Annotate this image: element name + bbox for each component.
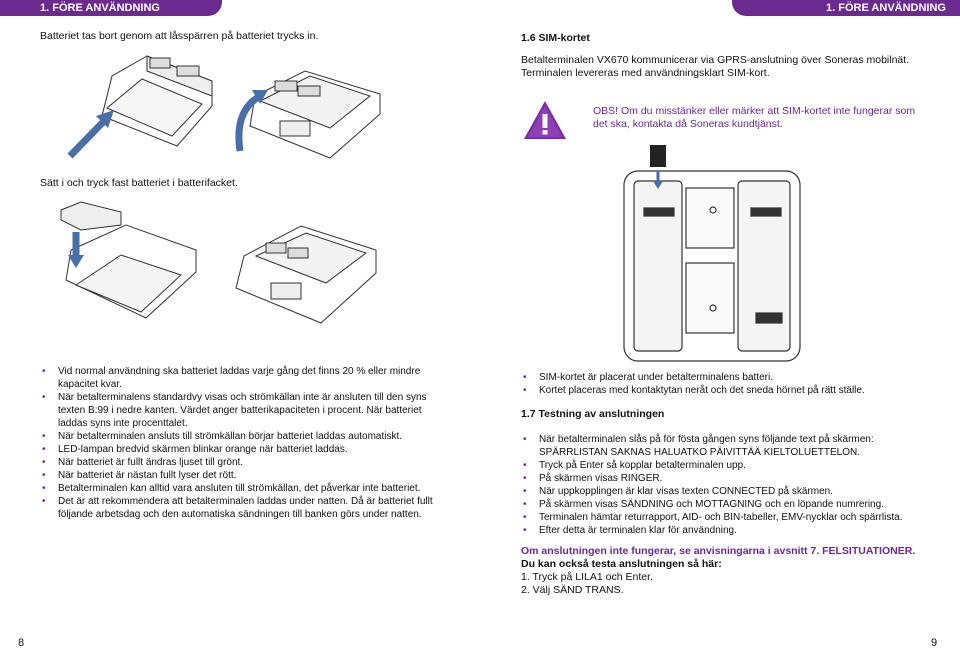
warning-icon (522, 99, 568, 141)
list-item: • Tryck på Enter så kopplar betalterminalen upp. (521, 459, 921, 472)
list-item: • Kortet placeras med kontaktytan neråt och det sneda hörnet på rätt ställe. (521, 384, 941, 397)
arrow-icon (70, 110, 114, 156)
page-number-right: 9 (931, 637, 938, 649)
header-tab-right (732, 0, 960, 16)
header-tab-left (0, 0, 222, 16)
test-bullet-list (521, 433, 921, 537)
list-item: • När uppkopplingen är klar visas texten CONNECTED på skärmen. (521, 485, 921, 498)
list-item: • När batteriet är fullt ändras ljuset till grönt. (40, 456, 440, 469)
list-item: • På skärmen visas RINGER. (521, 472, 921, 485)
sim-card-image (650, 145, 666, 167)
troubleshoot-text: Om anslutningen inte fungerar, se anvisningarna i avsnitt 7. FELSITUATIONER. (521, 545, 916, 557)
list-item: • Terminalen hämtar returrapport, AID- och BIN-tabeller, EMV-nycklar och spärrlista. (521, 511, 921, 524)
terminal-illustration-remove (62, 46, 222, 161)
list-item: • När betalterminalen ansluts till strömkällan börjar batteriet laddas automatiskt. (40, 430, 440, 443)
list-item: • På skärmen visas SÄNDNING och MOTTAGNING och en löpande numrering. (521, 498, 921, 511)
terminal-illustration-flip (230, 66, 390, 166)
battery-bullet-list (40, 365, 440, 521)
warning-message: Om du misstänker eller märker att SIM-kortet inte fungerar som det ska, kontakta då Soneras kundtjänst. (593, 105, 916, 130)
sim-heading: 1.6 SIM-kortet (521, 32, 590, 44)
test-heading: 1.7 Testning av anslutningen (521, 408, 665, 420)
warning-label: OBS! (593, 105, 619, 117)
sim-bullet-list (521, 371, 941, 397)
terminal-illustration-insert (56, 200, 206, 330)
battery-insert-text: Sätt i och tryck fast batteriet i batterifacket. (40, 177, 238, 189)
list-item: • Vid normal användning ska batteriet laddas varje gång det finns 20 % eller mindre kapacitet kvar. (40, 365, 440, 391)
warning-text (593, 105, 923, 131)
terminal-illustration-closed (226, 218, 386, 328)
list-item: • Efter detta är terminalen klar för användning. (521, 524, 921, 537)
test-instructions-heading: Du kan också testa anslutningen så här: (521, 558, 722, 570)
step-2: 2. Välj SÄND TRANS. (521, 584, 624, 596)
header-title-right: 1. FÖRE ANVÄNDNING (826, 2, 946, 14)
sim-text: Betalterminalen VX670 kommunicerar via GPRS-anslutning över Soneras mobilnät. Terminalen levereras med användningsklart SIM-kort. (521, 54, 910, 79)
sim-card-illustration (616, 143, 806, 363)
list-item: • Betalterminalen kan alltid vara ansluten till strömkällan, det påverkar inte batteriet. (40, 482, 440, 495)
list-item: • LED-lampan bredvid skärmen blinkar orange när batteriet laddas. (40, 443, 440, 456)
page-number-left: 8 (18, 637, 25, 649)
step-1: 1. Tryck på LILA1 och Enter. (521, 571, 653, 583)
list-item: • SIM-kortet är placerat under betalterminalens batteri. (521, 371, 941, 384)
header-title-left: 1. FÖRE ANVÄNDNING (40, 2, 160, 14)
list-item: • När batteriet är nästan fullt lyser det rött. (40, 469, 440, 482)
list-item: • När betalterminalen slås på för fösta gången syns följande text på skärmen: SPÄRRLISTAN SAKNAS HALUATKO PÄIVITTÄÄ KIELTOLUETTELON. (521, 433, 921, 459)
list-item: • När betalterminalens standardvy visas och strömkällan inte är ansluten till den syns texten B:99 i nedre kanten. Värdet anger batterikapaciteten i procent. När batteriet laddas syns inte procenttalet. (40, 391, 440, 430)
battery-intro: Batteriet tas bort genom att låsspärren på batteriet trycks in. (40, 30, 319, 42)
list-item: • Det är att rekommendera att betalterminalen laddas under natten. Då är batteriet fullt följande arbetsdag och den automatiska sändningen till banken görs under natten. (40, 495, 440, 521)
